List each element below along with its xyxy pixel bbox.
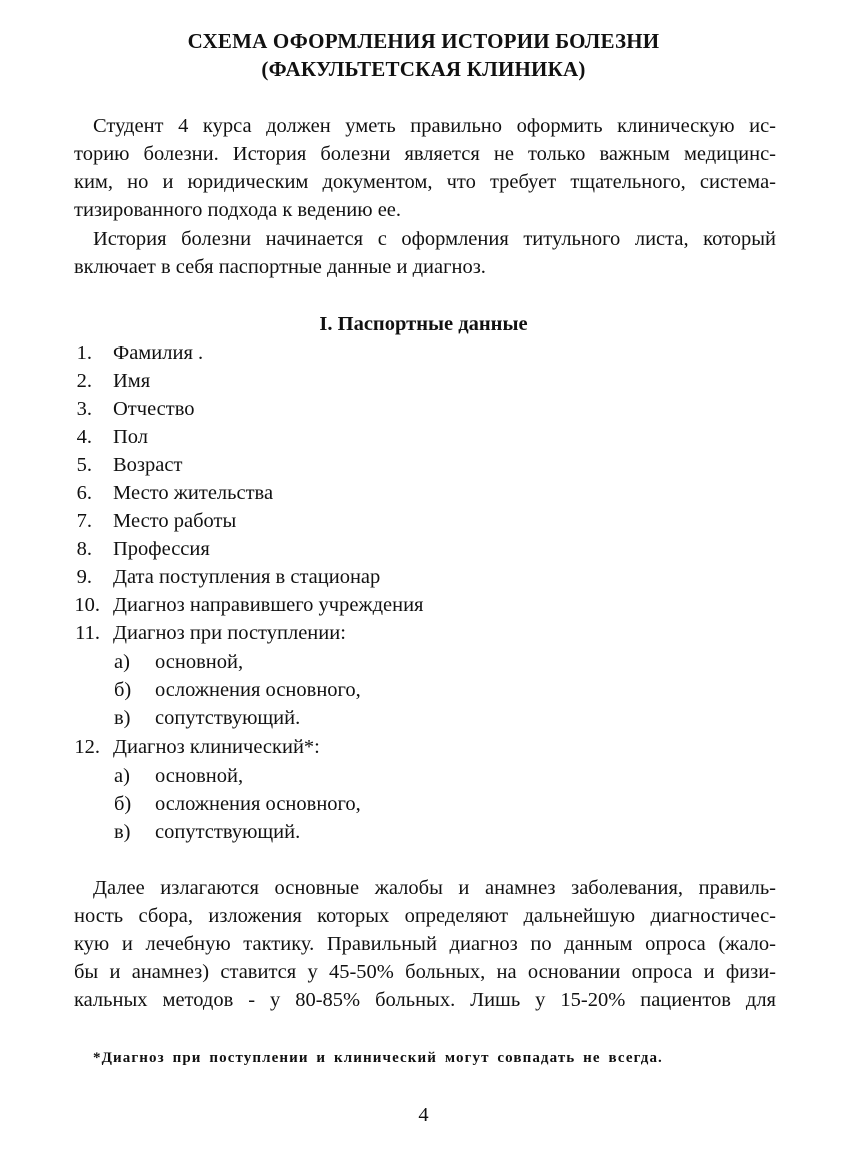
sub-item-label: осложнения основного,: [155, 793, 361, 815]
list-item-label: Диагноз при поступлении:: [113, 622, 346, 644]
text-line: Далее излагаются основные жалобы и анамнез заболевания, правиль-: [93, 877, 776, 899]
section-heading: I. Паспортные данные: [319, 313, 528, 335]
outro-paragraph: [74, 874, 776, 1014]
footnote: *Диагноз при поступлении и клинический могут совпадать не всегда.: [93, 1050, 663, 1066]
sub-item-letter: а): [114, 765, 130, 787]
text-line: тизированного подхода к ведению ее.: [74, 199, 402, 221]
list-item-number: 8.: [76, 538, 92, 560]
intro-paragraph-2: [74, 225, 776, 281]
list-item-number: 3.: [76, 398, 92, 420]
text-line: ким, но и юридическим документом, что требует тщательного, системa-: [74, 171, 776, 193]
list-item-number: 10.: [74, 594, 100, 616]
sub-item-label: осложнения основного,: [155, 679, 361, 701]
list-item-label: Отчество: [113, 398, 195, 420]
text-line: История болезни начинается с оформления титульного листа, который: [93, 228, 776, 250]
list-item-label: Место работы: [113, 510, 237, 532]
sub-item-letter: в): [114, 821, 131, 843]
list-item-number: 11.: [75, 622, 100, 644]
intro-paragraph-1: [74, 112, 776, 224]
list-item-label: Дата поступления в стационар: [113, 566, 381, 588]
list-item-label: Возраст: [113, 454, 183, 476]
list-item-label: Диагноз клинический*:: [113, 736, 320, 758]
sub-item-label: сопутствующий.: [155, 707, 301, 729]
text-line: кую и лечебную тактику. Правильный диагноз по данным опроса (жало-: [74, 933, 776, 955]
list-item-number: 4.: [76, 426, 92, 448]
sub-item-label: основной,: [155, 651, 244, 673]
sub-item-letter: б): [114, 793, 132, 815]
text-line: бы и анамнез) ставится у 45-50% больных, на основании опроса и физи-: [74, 961, 776, 983]
text-line: включает в себя паспортные данные и диагноз.: [74, 256, 486, 278]
list-item-label: Пол: [113, 426, 149, 448]
list-item-number: 12.: [74, 736, 100, 758]
list-item-number: 9.: [76, 566, 92, 588]
sub-item-letter: а): [114, 651, 130, 673]
page-number: 4: [418, 1104, 429, 1126]
list-item-number: 1.: [76, 342, 92, 364]
list-item-number: 2.: [76, 370, 92, 392]
list-item-label: Профессия: [113, 538, 210, 560]
text-line: Студент 4 курса должен уметь правильно оформить клиническую ис-: [93, 115, 776, 137]
list-item-label: Имя: [113, 370, 151, 392]
list-item-label: Диагноз направившего учреждения: [113, 594, 424, 616]
list-item-label: Фамилия .: [113, 342, 204, 364]
list-item-number: 5.: [76, 454, 92, 476]
document-title-line-1: СХЕМА ОФОРМЛЕНИЯ ИСТОРИИ БОЛЕЗНИ: [187, 29, 660, 53]
document-title-line-2: (ФАКУЛЬТЕТСКАЯ КЛИНИКА): [261, 57, 586, 81]
sub-item-letter: в): [114, 707, 131, 729]
sub-item-letter: б): [114, 679, 132, 701]
sub-item-label: основной,: [155, 765, 244, 787]
text-line: ность сбора, изложения которых определяют дальнейшую диагностичес-: [74, 905, 776, 927]
list-item-label: Место жительства: [113, 482, 274, 504]
list-item-number: 6.: [76, 482, 92, 504]
sub-item-label: сопутствующий.: [155, 821, 301, 843]
text-line: торию болезни. История болезни является не только важным медицинс-: [74, 143, 776, 165]
list-item-number: 7.: [76, 510, 92, 532]
text-line: кальных методов - у 80-85% больных. Лишь у 15-20% пациентов для: [74, 989, 776, 1011]
